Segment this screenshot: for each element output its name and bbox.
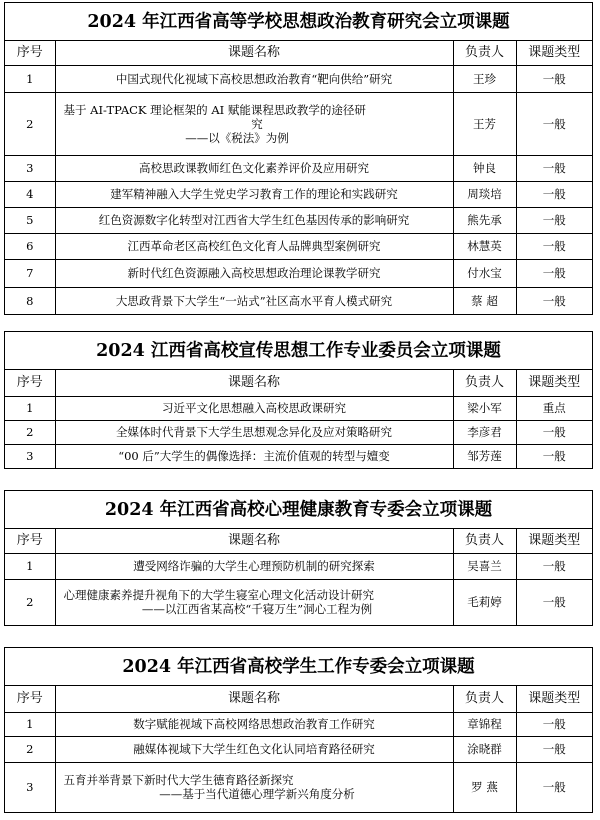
header-title: 课题名称 (55, 370, 453, 396)
row-type: 重点 (516, 396, 592, 420)
row-no: 1 (5, 65, 55, 92)
section-title: 2024 江西省高校宣传思想工作专业委员会立项课题 (5, 332, 592, 370)
row-person: 涂晓群 (453, 736, 516, 762)
header-person: 负责人 (453, 41, 516, 65)
table-row (5, 181, 592, 207)
row-title: 新时代红色资源融入高校思想政治理论课教学研究 (55, 259, 453, 287)
row-no: 5 (5, 207, 55, 233)
row-type: 一般 (516, 155, 592, 181)
row-type: 一般 (516, 181, 592, 207)
row-person: 邹芳莲 (453, 444, 516, 468)
table-row (5, 444, 592, 468)
row-type: 一般 (516, 444, 592, 468)
row-title (55, 762, 453, 812)
section-3 (4, 490, 593, 626)
project-table (5, 686, 592, 812)
row-title-line-1: 基于 AI-TPACK 理论框架的 AI 赋能课程思政教学的途径研 (63, 102, 366, 117)
row-type: 一般 (516, 233, 592, 259)
header-title: 课题名称 (55, 686, 453, 712)
row-no: 8 (5, 287, 55, 314)
header-type: 课题类型 (516, 686, 592, 712)
row-title: 大思政背景下大学生“一站式”社区高水平育人模式研究 (55, 287, 453, 314)
row-title: 融媒体视域下大学生红色文化认同培育路径研究 (55, 736, 453, 762)
project-table (5, 41, 592, 314)
section-title: 2024 年江西省高校学生工作专委会立项课题 (5, 648, 592, 686)
row-title: “00 后”大学生的偶像选择：主流价值观的转型与嬗变 (55, 444, 453, 468)
section-2 (4, 331, 593, 469)
table-row (5, 155, 592, 181)
row-no: 2 (5, 579, 55, 625)
row-person: 罗 燕 (453, 762, 516, 812)
header-no: 序号 (5, 529, 55, 553)
header-no: 序号 (5, 370, 55, 396)
row-title-line-2: 究 (251, 116, 263, 131)
row-type: 一般 (516, 207, 592, 233)
row-type: 一般 (516, 420, 592, 444)
row-person: 章锦程 (453, 712, 516, 736)
table-row (5, 92, 592, 155)
row-person: 蔡 超 (453, 287, 516, 314)
header-type: 课题类型 (516, 41, 592, 65)
row-no: 1 (5, 396, 55, 420)
header-person: 负责人 (453, 529, 516, 553)
table-row (5, 553, 592, 579)
row-no: 3 (5, 762, 55, 812)
table-row (5, 762, 592, 812)
table-row (5, 396, 592, 420)
row-person: 周琰培 (453, 181, 516, 207)
row-person: 付水宝 (453, 259, 516, 287)
row-type: 一般 (516, 762, 592, 812)
table-row (5, 65, 592, 92)
row-title: 数字赋能视域下高校网络思想政治教育工作研究 (55, 712, 453, 736)
row-person: 吴喜兰 (453, 553, 516, 579)
row-type: 一般 (516, 65, 592, 92)
section-4 (4, 647, 593, 813)
header-no: 序号 (5, 686, 55, 712)
row-person: 钟良 (453, 155, 516, 181)
table-row (5, 233, 592, 259)
project-table (5, 370, 592, 468)
row-no: 1 (5, 712, 55, 736)
header-row (5, 529, 592, 553)
row-no: 2 (5, 92, 55, 155)
row-title: 建军精神融入大学生党史学习教育工作的理论和实践研究 (55, 181, 453, 207)
row-person: 李彦君 (453, 420, 516, 444)
row-title: 高校思政课教师红色文化素养评价及应用研究 (55, 155, 453, 181)
row-title (55, 579, 453, 625)
table-row (5, 259, 592, 287)
row-no: 3 (5, 155, 55, 181)
row-title: 全媒体时代背景下大学生思想观念异化及应对策略研究 (55, 420, 453, 444)
row-title-line-3: ——以《税法》为例 (185, 130, 289, 145)
row-type: 一般 (516, 92, 592, 155)
table-row (5, 420, 592, 444)
row-title: 习近平文化思想融入高校思政课研究 (55, 396, 453, 420)
table-row (5, 712, 592, 736)
row-no: 7 (5, 259, 55, 287)
row-type: 一般 (516, 579, 592, 625)
row-no: 1 (5, 553, 55, 579)
row-title-line-2: ——基于当代道德心理学新兴角度分析 (159, 787, 355, 802)
table-row (5, 287, 592, 314)
row-title-line-1: 五育并举背景下新时代大学生德育路径新探究 (63, 773, 294, 788)
header-title: 课题名称 (55, 41, 453, 65)
header-no: 序号 (5, 41, 55, 65)
header-person: 负责人 (453, 370, 516, 396)
row-person: 梁小军 (453, 396, 516, 420)
header-title: 课题名称 (55, 529, 453, 553)
section-title: 2024 年江西省高校心理健康教育专委会立项课题 (5, 491, 592, 529)
row-title: 江西革命老区高校红色文化育人品牌典型案例研究 (55, 233, 453, 259)
header-row (5, 370, 592, 396)
row-type: 一般 (516, 712, 592, 736)
row-no: 3 (5, 444, 55, 468)
row-type: 一般 (516, 553, 592, 579)
row-type: 一般 (516, 736, 592, 762)
row-person: 王芳 (453, 92, 516, 155)
table-row (5, 579, 592, 625)
table-row (5, 736, 592, 762)
row-title-line-2: ——以江西省某高校“千寝万生”洞心工程为例 (141, 602, 373, 617)
table-row (5, 207, 592, 233)
row-no: 6 (5, 233, 55, 259)
header-row (5, 686, 592, 712)
row-no: 2 (5, 420, 55, 444)
row-title: 中国式现代化视域下高校思想政治教育“靶向供给”研究 (55, 65, 453, 92)
row-person: 毛莉婷 (453, 579, 516, 625)
header-row (5, 41, 592, 65)
row-title-line-1: 心理健康素养提升视角下的大学生寝室心理文化活动设计研究 (63, 588, 374, 603)
row-title: 遭受网络诈骗的大学生心理预防机制的研究探索 (55, 553, 453, 579)
row-no: 2 (5, 736, 55, 762)
header-type: 课题类型 (516, 529, 592, 553)
header-type: 课题类型 (516, 370, 592, 396)
header-person: 负责人 (453, 686, 516, 712)
project-table (5, 529, 592, 625)
row-person: 林慧英 (453, 233, 516, 259)
row-title (55, 92, 453, 155)
section-title: 2024 年江西省高等学校思想政治教育研究会立项课题 (5, 3, 592, 41)
row-person: 王珍 (453, 65, 516, 92)
row-person: 熊先承 (453, 207, 516, 233)
row-no: 4 (5, 181, 55, 207)
section-1 (4, 2, 593, 315)
row-type: 一般 (516, 287, 592, 314)
row-title: 红色资源数字化转型对江西省大学生红色基因传承的影响研究 (55, 207, 453, 233)
row-type: 一般 (516, 259, 592, 287)
